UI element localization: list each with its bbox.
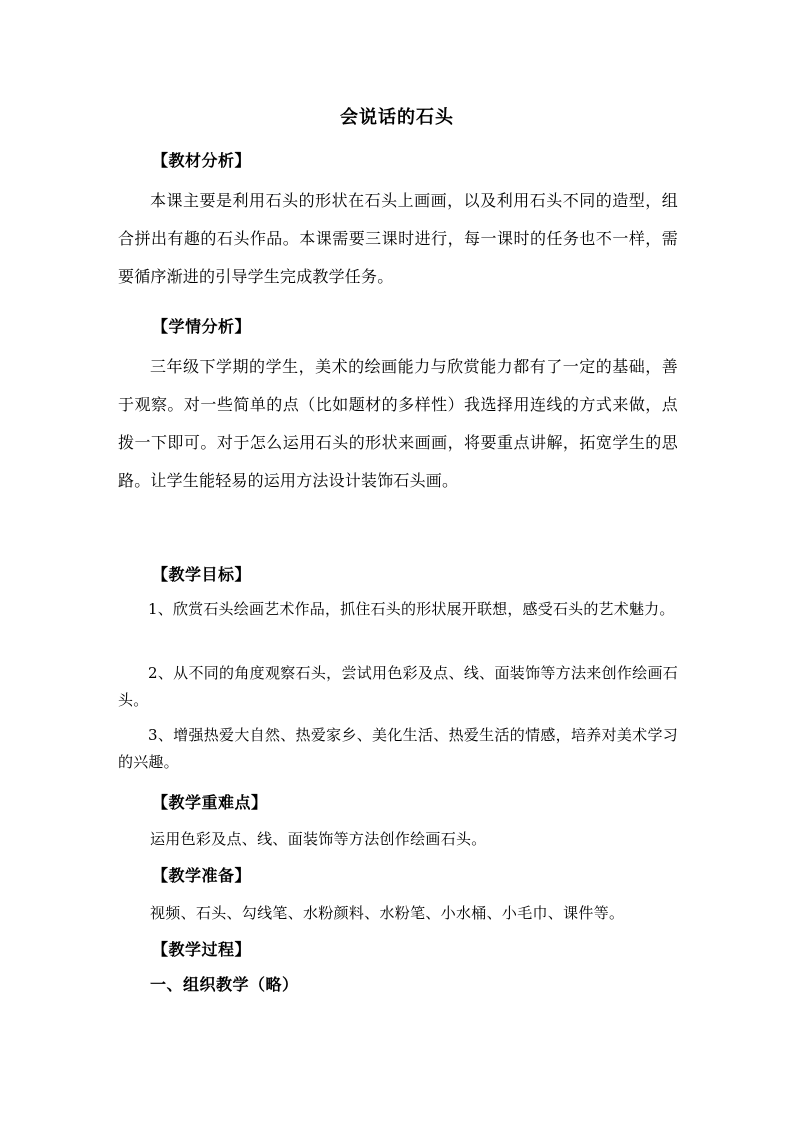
goal-item-3: 3、增强热爱大自然、热爱家乡、美化生活、热爱生活的情感，培养对美术学习的兴趣。 [118, 726, 678, 771]
heading-learner-analysis: 【学情分析】 [152, 317, 252, 336]
heading-preparation: 【教学准备】 [152, 866, 252, 885]
learner-analysis-text: 三年级下学期的学生，美术的绘画能力与欣赏能力都有了一定的基础，善于观察。对一些简单的点（比如题材的多样性）我选择用连线的方式来做，点拨一下即可。对于怎么运用石头的形状来画画，将要重点讲解，拓宽学生的思路。让学生能轻易的运用方法设计装饰石头画。 [118, 357, 678, 490]
preparation-text: 视频、石头、勾线笔、水粉颜料、水粉笔、小水桶、小毛巾、课件等。 [150, 904, 625, 922]
process-step-1: 一、组织教学（略） [150, 975, 299, 994]
heading-teaching-goals: 【教学目标】 [152, 565, 252, 584]
heading-key-points: 【教学重难点】 [152, 793, 268, 812]
key-points-text: 运用色彩及点、线、面装饰等方法创作绘画石头。 [150, 830, 487, 848]
page-title: 会说话的石头 [340, 107, 454, 128]
goal-item-2: 2、从不同的角度观察石头，尝试用色彩及点、线、面装饰等方法来创作绘画石头。 [118, 664, 678, 709]
heading-material-analysis: 【教材分析】 [152, 151, 252, 170]
heading-teaching-process: 【教学过程】 [152, 940, 252, 959]
material-analysis-text: 本课主要是利用石头的形状在石头上画画，以及利用石头不同的造型，组合拼出有趣的石头作品。本课需要三课时进行，每一课时的任务也不一样，需要循序渐进的引导学生完成教学任务。 [118, 191, 678, 286]
goal-item-1: 1、欣赏石头绘画艺术作品，抓住石头的形状展开联想，感受石头的艺术魅力。 [148, 600, 675, 618]
